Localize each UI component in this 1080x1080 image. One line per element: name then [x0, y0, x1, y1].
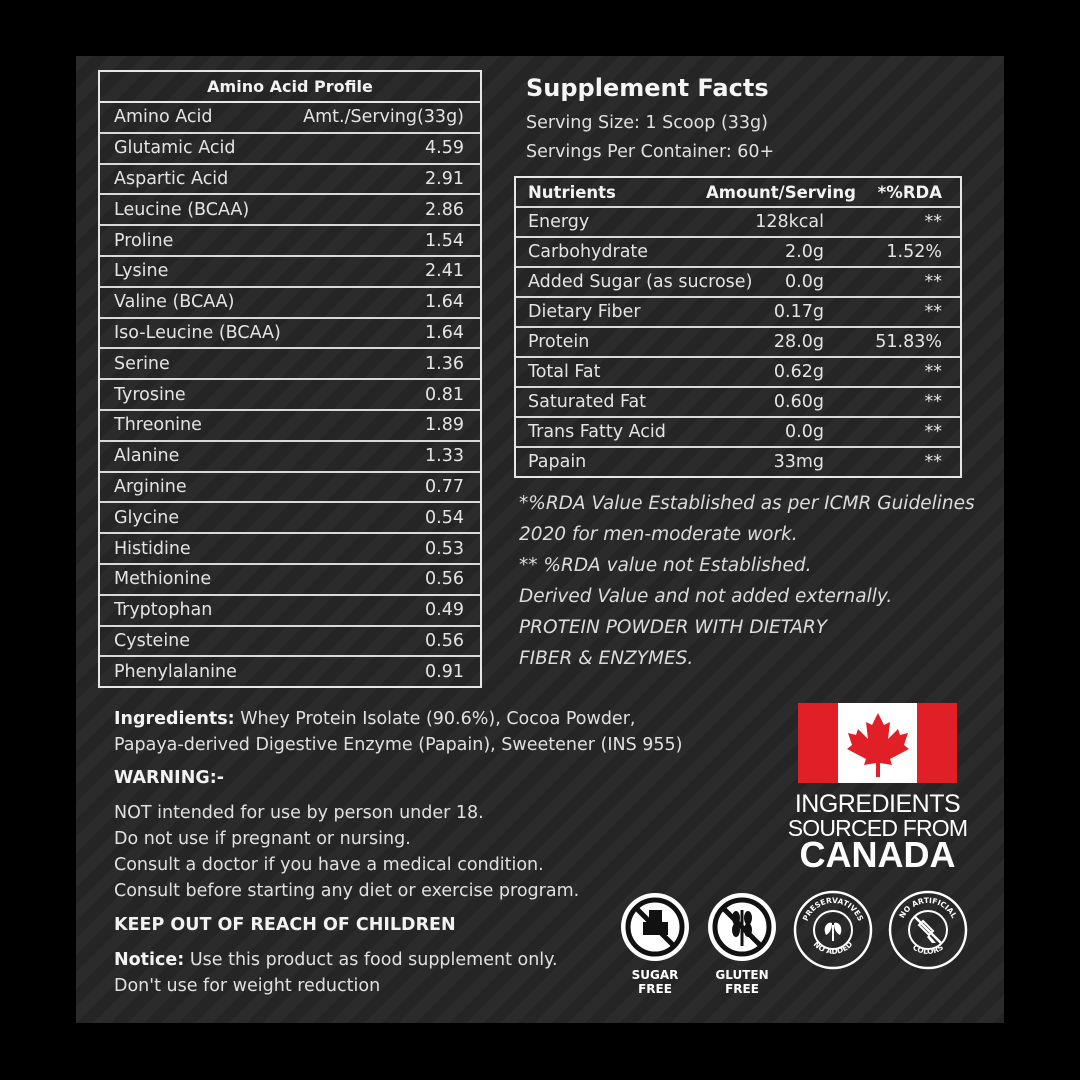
amino-header-amount: Amt./Serving(33g) — [303, 107, 464, 128]
rda-notes — [519, 488, 989, 674]
amino-acid-table — [98, 70, 482, 688]
ingredients-text-2: Papaya-derived Digestive Enzyme (Papain), Sweetener (INS 955) — [114, 735, 683, 755]
nutrient-name: Energy — [528, 212, 590, 232]
nutrients-header-rda: *%RDA — [877, 182, 942, 202]
warning-line: Do not use if pregnant or nursing. — [114, 829, 411, 849]
gluten-free-badge — [705, 890, 779, 996]
table-row — [100, 627, 480, 658]
amino-header-name: Amino Acid — [114, 107, 213, 128]
nutrient-name: Protein — [528, 332, 590, 352]
supplement-facts-title: Supplement Facts — [526, 74, 769, 102]
sugar-badge-line2: FREE — [638, 982, 672, 996]
no-artificial-colors-icon — [887, 889, 969, 971]
table-row — [100, 596, 480, 627]
warning-line: NOT intended for use by person under 18. — [114, 803, 484, 823]
no-preservatives-badge — [792, 889, 874, 975]
warning-title: WARNING:- — [114, 768, 224, 788]
nutrient-rda: ** — [924, 212, 942, 232]
table-row — [100, 411, 480, 442]
amino-name: Phenylalanine — [114, 661, 237, 682]
table-row — [100, 349, 480, 380]
table-row — [100, 319, 480, 350]
sugar-badge-line1: SUGAR — [631, 968, 679, 982]
amino-name: Proline — [114, 230, 174, 251]
table-row — [100, 380, 480, 411]
nutrient-rda: 51.83% — [875, 332, 942, 352]
preservatives-badge-top: PRESERVATIVES — [800, 895, 866, 923]
svg-text:COLORS — [911, 943, 945, 956]
servings-per-container: Servings Per Container: 60+ — [526, 142, 775, 162]
amino-amount: 0.49 — [425, 600, 464, 621]
amino-name: Leucine (BCAA) — [114, 199, 250, 220]
canada-flag-icon — [798, 703, 957, 783]
amino-name: Histidine — [114, 538, 191, 559]
nutrients-table-header — [516, 178, 960, 208]
amino-name: Lysine — [114, 261, 169, 282]
amino-table-header — [100, 103, 480, 134]
preservatives-badge-bottom: NO ADDED — [811, 939, 855, 957]
amino-amount: 0.56 — [425, 630, 464, 651]
notice-text-1: Use this product as food supplement only. — [184, 950, 558, 970]
amino-amount: 1.36 — [425, 353, 464, 374]
table-row — [516, 208, 960, 238]
no-preservatives-icon — [792, 889, 874, 971]
ingredients-text-1: Whey Protein Isolate (90.6%), Cocoa Powder, — [234, 709, 636, 729]
no-artificial-colors-badge — [887, 889, 969, 975]
keep-out-warning: KEEP OUT OF REACH OF CHILDREN — [114, 915, 456, 935]
table-row — [100, 442, 480, 473]
nutrient-rda: ** — [924, 422, 942, 442]
amino-name: Aspartic Acid — [114, 168, 229, 189]
nutrient-amount: 28.0g — [773, 332, 824, 352]
warning-line: Consult before starting any diet or exercise program. — [114, 881, 580, 901]
amino-amount: 0.53 — [425, 538, 464, 559]
nutrient-amount: 0.62g — [773, 362, 824, 382]
table-row — [100, 257, 480, 288]
table-row — [100, 165, 480, 196]
amino-amount: 2.91 — [425, 168, 464, 189]
sugar-free-badge — [618, 890, 692, 996]
nutrient-name: Saturated Fat — [528, 392, 647, 412]
nutrients-header-amount: Amount/Serving — [706, 182, 856, 202]
ingredients-label: Ingredients: — [114, 709, 235, 729]
table-row — [100, 226, 480, 257]
amino-name: Threonine — [114, 415, 202, 436]
sourced-line-1: INGREDIENTS — [794, 790, 961, 818]
amino-amount: 1.89 — [425, 415, 464, 436]
amino-amount: 4.59 — [425, 138, 464, 159]
table-row — [516, 448, 960, 476]
amino-amount: 1.33 — [425, 446, 464, 467]
amino-amount: 1.64 — [425, 292, 464, 313]
amino-amount: 0.91 — [425, 661, 464, 682]
table-row — [100, 565, 480, 596]
nutrient-rda: 1.52% — [886, 242, 942, 262]
table-row — [100, 473, 480, 504]
table-row — [100, 134, 480, 165]
table-row — [100, 503, 480, 534]
nutrient-amount: 0.0g — [785, 422, 824, 442]
nutrient-amount: 2.0g — [785, 242, 824, 262]
table-row — [100, 195, 480, 226]
amino-name: Iso-Leucine (BCAA) — [114, 322, 281, 343]
nutrient-name: Carbohydrate — [528, 242, 649, 262]
nutrient-rda: ** — [924, 452, 942, 472]
maple-leaf-icon — [846, 709, 910, 777]
sugar-free-icon — [618, 890, 692, 964]
table-row — [100, 657, 480, 686]
amino-amount: 2.41 — [425, 261, 464, 282]
amino-name: Tyrosine — [114, 384, 186, 405]
table-row — [516, 268, 960, 298]
nutrient-name: Trans Fatty Acid — [528, 422, 666, 442]
note-line: PROTEIN POWDER WITH DIETARY — [519, 617, 828, 638]
table-row — [516, 328, 960, 358]
amino-table-title: Amino Acid Profile — [100, 72, 480, 103]
amino-amount: 1.64 — [425, 322, 464, 343]
notice-line-1 — [114, 950, 558, 970]
colors-badge-top: NO ARTIFICIAL — [897, 895, 959, 920]
note-line: 2020 for men-moderate work. — [519, 524, 798, 545]
sourced-line-2: SOURCED FROM — [787, 815, 968, 841]
nutrient-amount: 128kcal — [755, 212, 824, 232]
amino-name: Glycine — [114, 507, 180, 528]
nutrient-name: Total Fat — [528, 362, 601, 382]
nutrient-rda: ** — [924, 302, 942, 322]
notice-text-2: Don't use for weight reduction — [114, 976, 381, 996]
amino-amount: 0.81 — [425, 384, 464, 405]
table-row — [100, 534, 480, 565]
gluten-badge-line1: GLUTEN — [715, 968, 769, 982]
amino-name: Valine (BCAA) — [114, 292, 235, 313]
nutrients-table — [514, 176, 962, 478]
nutrient-name: Dietary Fiber — [528, 302, 641, 322]
table-row — [516, 238, 960, 268]
note-line: ** %RDA value not Established. — [519, 555, 812, 576]
nutrient-rda: ** — [924, 272, 942, 292]
amino-name: Arginine — [114, 476, 187, 497]
amino-amount: 0.77 — [425, 476, 464, 497]
note-line: *%RDA Value Established as per ICMR Guidelines — [519, 493, 975, 514]
nutrient-name: Added Sugar (as sucrose) — [528, 272, 753, 292]
amino-amount: 2.86 — [425, 199, 464, 220]
nutrients-header-name: Nutrients — [528, 182, 616, 202]
table-row — [516, 298, 960, 328]
gluten-badge-line2: FREE — [725, 982, 759, 996]
svg-text:NO ADDED — [812, 940, 855, 956]
amino-amount: 0.56 — [425, 569, 464, 590]
note-line: Derived Value and not added externally. — [519, 586, 893, 607]
ingredients-line-1 — [114, 709, 635, 729]
table-row — [100, 288, 480, 319]
amino-amount: 0.54 — [425, 507, 464, 528]
gluten-free-icon — [705, 890, 779, 964]
nutrient-name: Papain — [528, 452, 587, 472]
sourced-country: CANADA — [799, 834, 956, 875]
nutrient-amount: 33mg — [773, 452, 824, 472]
amino-name: Serine — [114, 353, 170, 374]
colors-badge-bottom: COLORS — [911, 942, 945, 957]
nutrient-amount: 0.17g — [773, 302, 824, 322]
amino-name: Tryptophan — [114, 600, 213, 621]
nutrient-amount: 0.0g — [785, 272, 824, 292]
amino-name: Glutamic Acid — [114, 138, 236, 159]
serving-size: Serving Size: 1 Scoop (33g) — [526, 113, 768, 133]
nutrient-rda: ** — [924, 392, 942, 412]
table-row — [516, 418, 960, 448]
amino-name: Methionine — [114, 569, 212, 590]
warning-line: Consult a doctor if you have a medical condition. — [114, 855, 544, 875]
table-row — [516, 358, 960, 388]
amino-name: Alanine — [114, 446, 180, 467]
note-line: FIBER & ENZYMES. — [519, 648, 694, 669]
nutrient-rda: ** — [924, 362, 942, 382]
amino-amount: 1.54 — [425, 230, 464, 251]
amino-name: Cysteine — [114, 630, 191, 651]
notice-label: Notice: — [114, 950, 185, 970]
table-row — [516, 388, 960, 418]
nutrient-amount: 0.60g — [773, 392, 824, 412]
